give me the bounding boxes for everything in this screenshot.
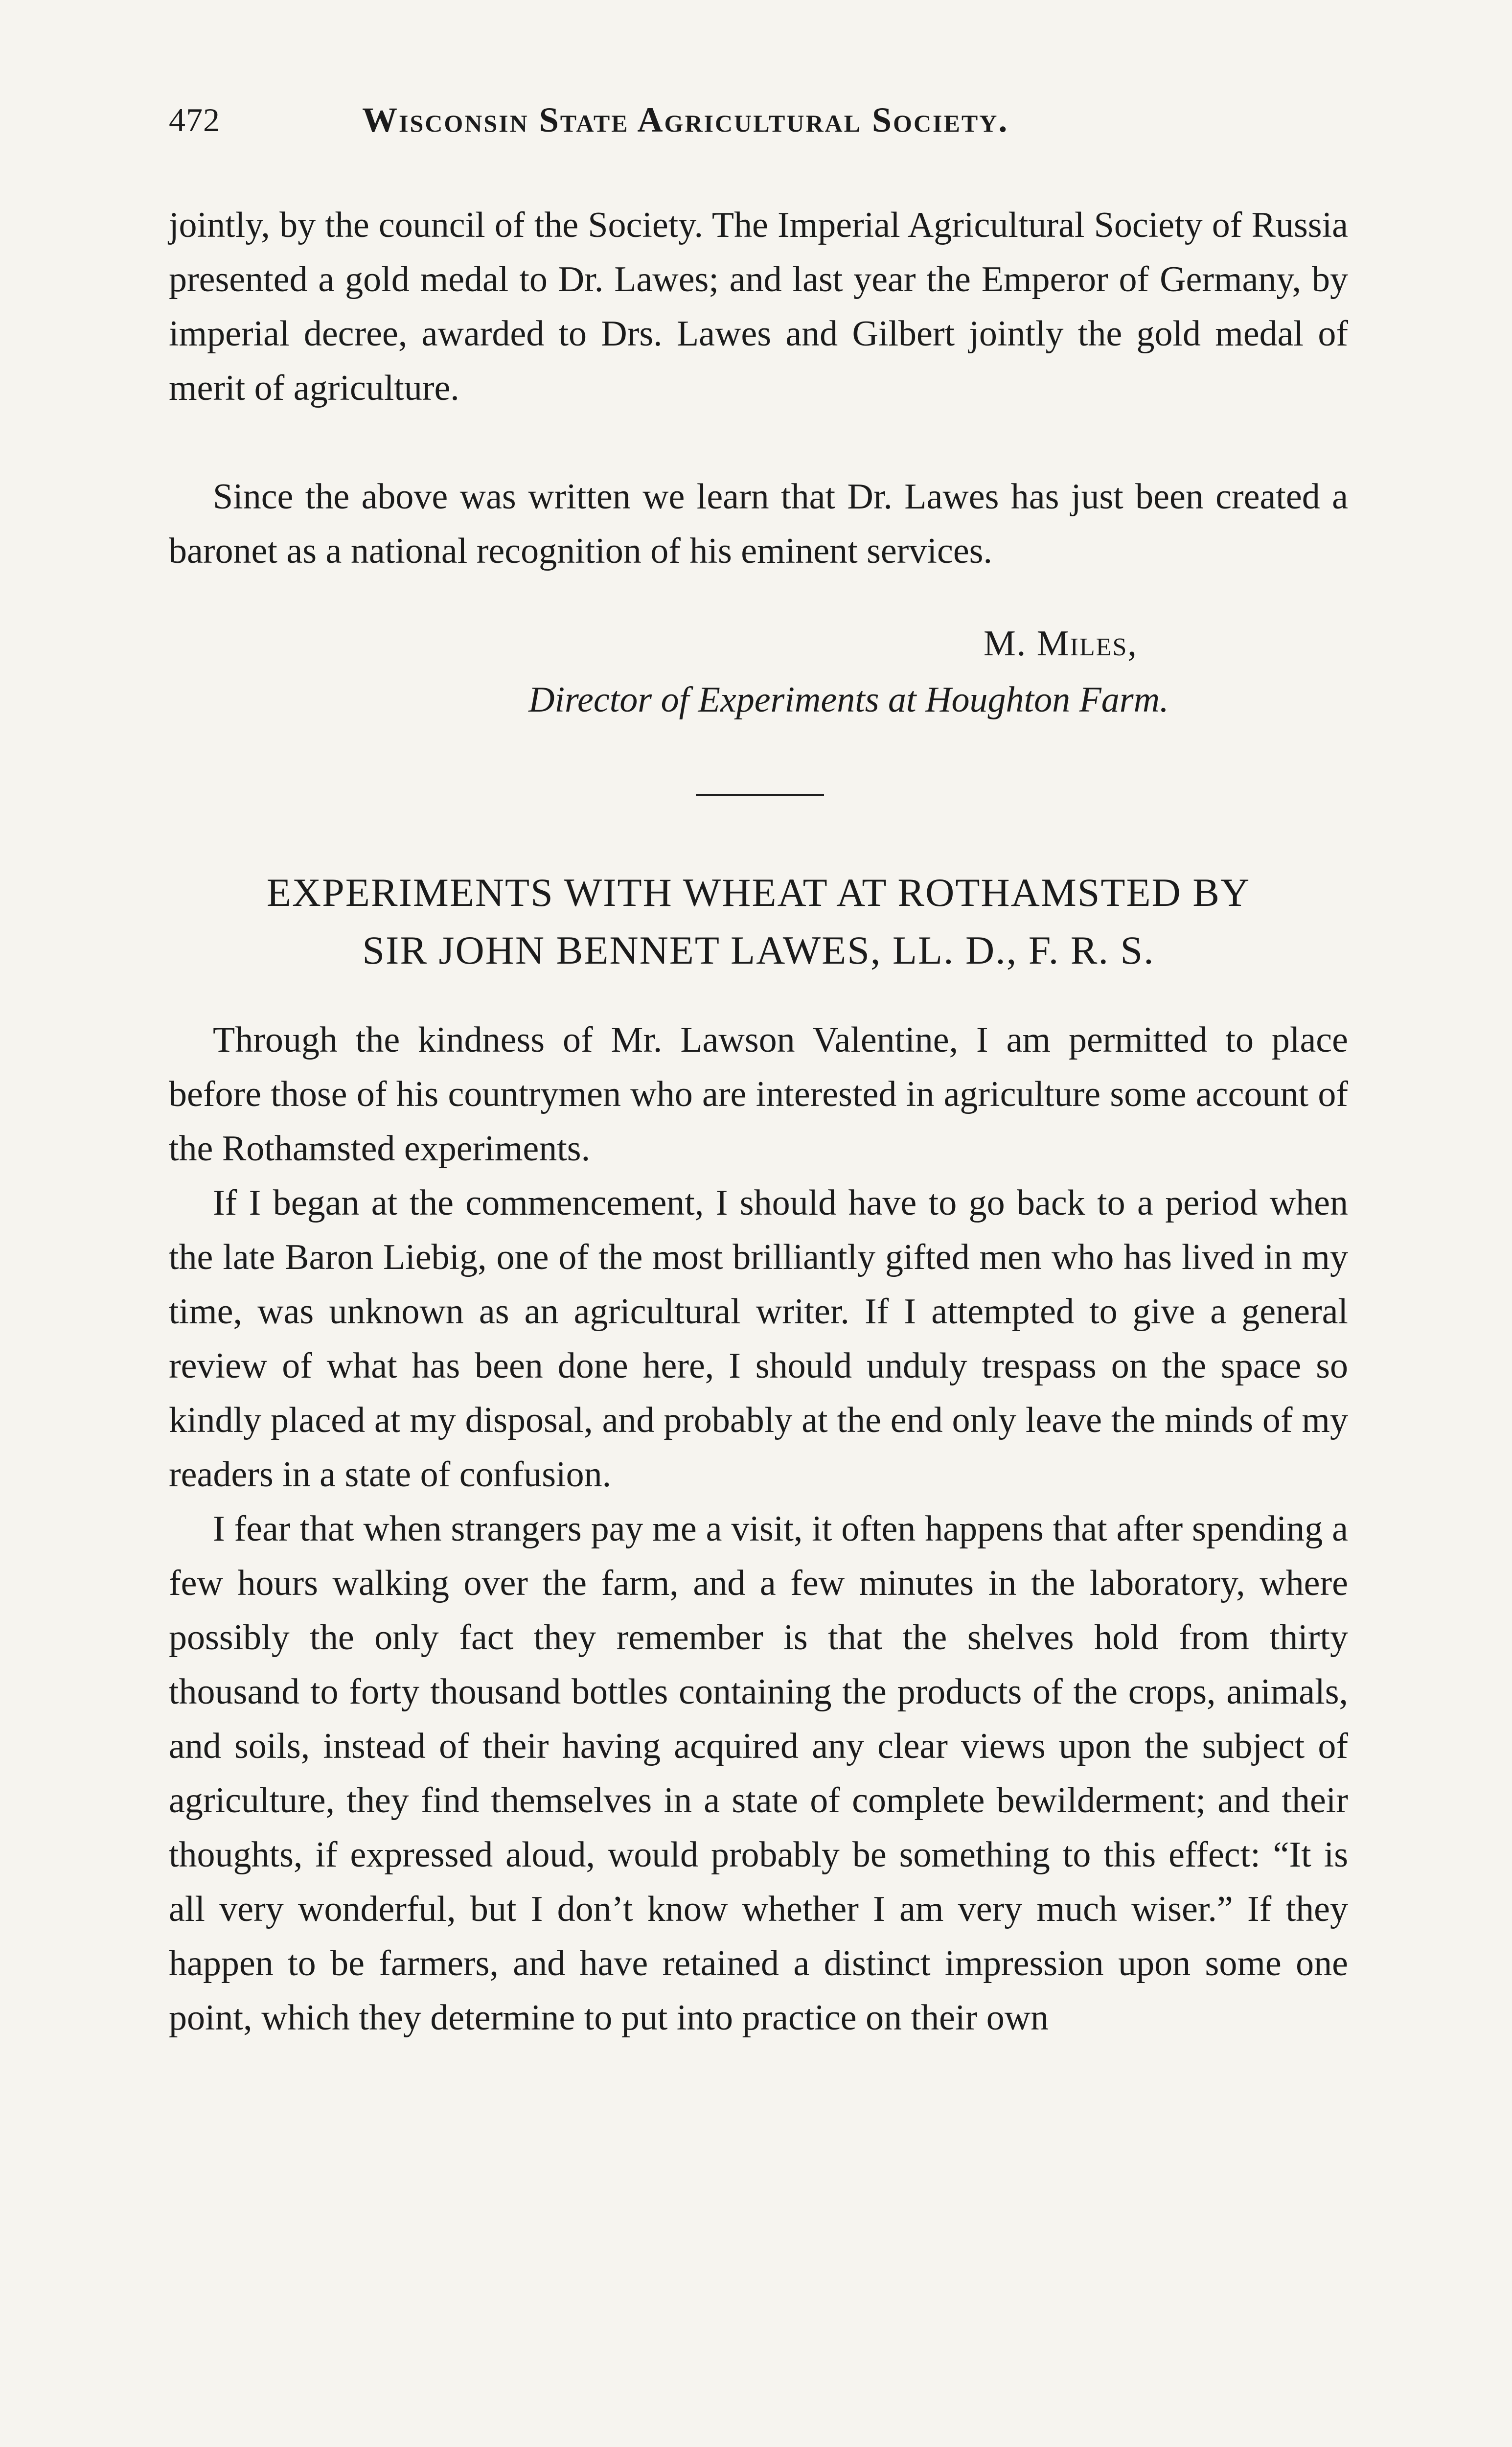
paragraph-text: Since the above was written we learn that Dr. Lawes has just been created a baronet as a national recognition of his eminent services.	[169, 477, 1348, 571]
article-title	[169, 864, 1348, 979]
article-body	[169, 1013, 1348, 2045]
note-paragraph	[169, 470, 1348, 578]
section-divider	[696, 794, 824, 796]
article-paragraph-3: I fear that when strangers pay me a visit, it often happens that after spending a few hours walking over the farm, and a few minutes in the laboratory, where possibly the only fact they remember is that the shelves hold from thirty thousand to forty thousand bottles containing the products of the crops, animals, and soils, instead of their having acquired any clear views upon the subject of agriculture, they find themselves in a state of complete bewilderment; and their thoughts, if expressed aloud, would probably be something to this effect: “It is all very wonderful, but I don’t know whether I am very much wiser.” If they happen to be farmers, and have retained a distinct impression upon some one point, which they determine to put into practice on their own	[169, 1509, 1348, 2038]
page-number: 472	[169, 101, 220, 139]
running-head	[169, 93, 1348, 152]
article-title-line-2: SIR JOHN BENNET LAWES, LL. D., F. R. S.	[362, 928, 1155, 972]
paragraph-text: jointly, by the council of the Society. The Imperial Agricultural Society of Russia presented a gold medal to Dr. Lawes; and last year the Emperor of Germany, by imperial decree, awarded to Drs. Lawes and Gilbert jointly the gold medal of merit of agriculture.	[169, 205, 1348, 408]
article-paragraph-2: If I began at the commencement, I should have to go back to a period when the late Baron Liebig, one of the most brilliantly gifted men who has lived in my time, was unknown as an agricultural writer. If I attempted to give a general review of what has been done here, I should unduly trespass on the space so kindly placed at my disposal, and probably at the end only leave the minds of my readers in a state of confusion.	[169, 1183, 1348, 1495]
signature-name: M. Miles,	[984, 623, 1138, 664]
article-title-line-1: EXPERIMENTS WITH WHEAT AT ROTHAMSTED BY	[266, 870, 1251, 915]
signature-title: Director of Experiments at Houghton Farm.	[528, 680, 1169, 720]
continued-paragraph	[169, 198, 1348, 416]
article-paragraph-1: Through the kindness of Mr. Lawson Valentine, I am permitted to place before those of his countrymen who are interested in agriculture some account of the Rothamsted experiments.	[169, 1020, 1348, 1169]
journal-title: Wisconsin State Agricultural Society.	[362, 100, 1009, 139]
